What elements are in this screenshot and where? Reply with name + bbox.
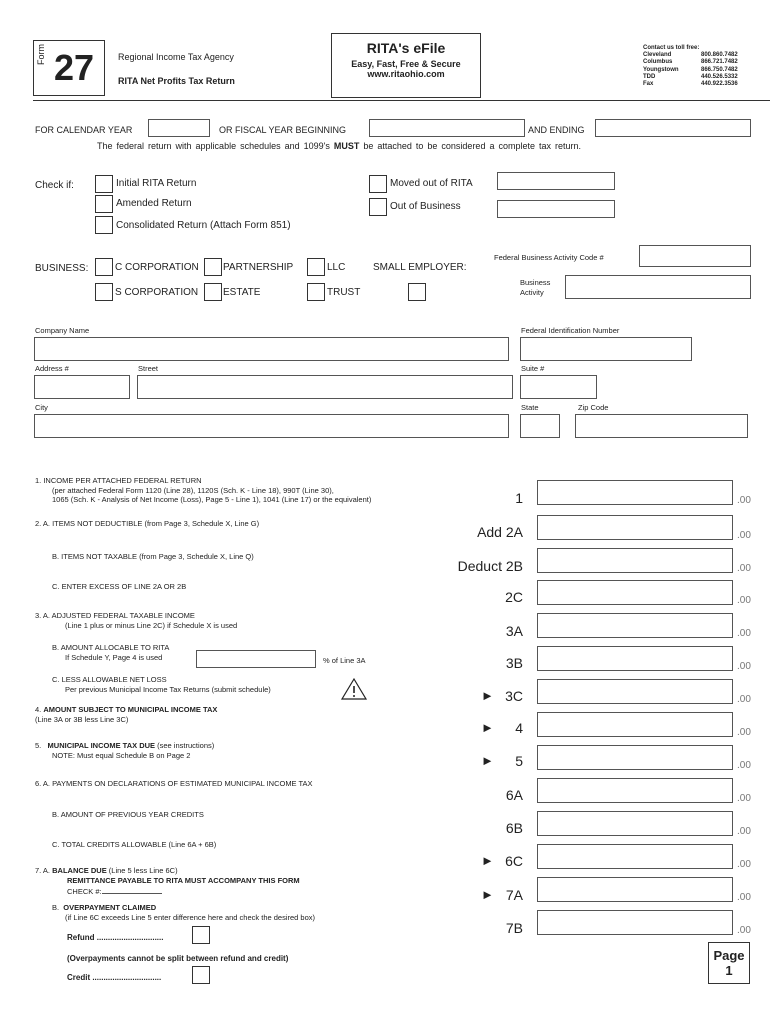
line-1-number: 1 xyxy=(515,490,523,506)
form-number-box xyxy=(33,40,105,96)
check-number-field[interactable] xyxy=(102,886,162,894)
arrow-icon: ► xyxy=(481,887,494,902)
out-of-business-date-input[interactable] xyxy=(497,200,615,218)
moved-out-checkbox[interactable] xyxy=(369,175,387,193)
business-label: BUSINESS: xyxy=(35,263,89,274)
line-5-title: MUNICIPAL INCOME TAX DUE xyxy=(47,741,156,750)
city-label: City xyxy=(35,403,48,412)
arrow-icon: ► xyxy=(481,720,494,735)
contact-block xyxy=(643,45,763,88)
out-of-business-checkbox[interactable] xyxy=(369,198,387,216)
street-input[interactable] xyxy=(137,375,513,399)
page-number-box xyxy=(708,942,750,984)
line-6b-amount-input[interactable] xyxy=(537,811,733,836)
warning-icon xyxy=(340,677,368,701)
s-corp-label: S CORPORATION xyxy=(115,287,199,298)
line-2b-cents: .00 xyxy=(737,563,751,574)
line-2b-amount-input[interactable] xyxy=(537,548,733,573)
line-7b-cents: .00 xyxy=(737,925,751,936)
check-number-label: CHECK #: xyxy=(67,887,102,896)
zip-input[interactable] xyxy=(575,414,748,438)
line-4-number-label: 4 xyxy=(515,720,523,736)
line-3b-sub: If Schedule Y, Page 4 is used xyxy=(65,653,163,662)
header-divider xyxy=(33,100,770,101)
contact-city: Fax xyxy=(643,81,654,88)
line-2a-description: 2. A. ITEMS NOT DEDUCTIBLE (from Page 3, Schedule X, Line G) xyxy=(35,519,260,528)
line-3a-title: 3. A. ADJUSTED FEDERAL TAXABLE INCOME xyxy=(35,611,195,620)
estate-checkbox[interactable] xyxy=(204,283,222,301)
amended-return-label: Amended Return xyxy=(116,198,192,209)
line-1-amount-input[interactable] xyxy=(537,480,733,505)
line-7a-rest: (Line 5 less Line 6C) xyxy=(106,866,178,875)
agency-name: Regional Income Tax Agency xyxy=(118,52,234,62)
llc-checkbox[interactable] xyxy=(307,258,325,276)
line-7b-sub: (if Line 6C exceeds Line 5 enter difference here and check the desired box) xyxy=(65,913,316,922)
line-1-sub1: (per attached Federal Form 1120 (Line 28), 1120S (Sch. K - Line 18), 990T (Line 30), xyxy=(52,485,334,495)
trust-label: TRUST xyxy=(327,287,361,298)
line-4-number: 4. xyxy=(35,705,42,714)
estate-label: ESTATE xyxy=(223,287,261,298)
line-1-title: 1. INCOME PER ATTACHED FEDERAL RETURN xyxy=(35,476,202,485)
line-7b-amount-input[interactable] xyxy=(537,910,733,935)
llc-label: LLC xyxy=(327,262,346,273)
form-label: Form xyxy=(36,44,46,65)
arrow-icon: ► xyxy=(481,853,494,868)
efile-subtitle: Easy, Fast, Free & Secure xyxy=(351,59,461,69)
line-6b-number: 6B xyxy=(505,820,523,836)
contact-phone: 866.750.7482 xyxy=(701,66,738,73)
partnership-label: PARTNERSHIP xyxy=(223,262,294,273)
line-1-sub2: 1065 (Sch. K - Analysis of Net Income (Loss), Page 5 - Line 1), 1041 (Line 17) or the equivalent) xyxy=(52,495,372,504)
line-3a-number: 3A xyxy=(505,623,523,639)
line-6c-amount-input[interactable] xyxy=(537,844,733,869)
fein-label: Federal Identification Number xyxy=(521,326,620,335)
line-7b-prefix: B. xyxy=(52,903,60,912)
line-3c-number: 3C xyxy=(505,688,523,704)
contact-city: Columbus xyxy=(643,59,673,66)
address-number-label: Address # xyxy=(35,364,69,373)
line-2c-amount-input[interactable] xyxy=(537,580,733,605)
line-3a-description xyxy=(35,611,237,630)
initial-return-label: Initial RITA Return xyxy=(116,178,197,189)
line-6b-description: B. AMOUNT OF PREVIOUS YEAR CREDITS xyxy=(52,810,204,819)
form-title: RITA Net Profits Tax Return xyxy=(118,76,235,86)
line-7a-cents: .00 xyxy=(737,892,751,903)
moved-out-date-input[interactable] xyxy=(497,172,615,190)
refund-label: Refund .............................. xyxy=(67,933,164,942)
line-2a-amount-input[interactable] xyxy=(537,515,733,540)
line-7a-description xyxy=(35,866,300,897)
state-input[interactable] xyxy=(520,414,560,438)
contact-phone: 866.721.7482 xyxy=(701,59,738,66)
credit-checkbox[interactable] xyxy=(192,966,210,984)
arrow-icon: ► xyxy=(481,753,494,768)
business-activity-label xyxy=(520,278,550,298)
line-2a-cents: .00 xyxy=(737,530,751,541)
suite-label: Suite # xyxy=(521,364,545,373)
line-6c-description: C. TOTAL CREDITS ALLOWABLE (Line 6A + 6B) xyxy=(52,840,217,849)
line-5-number: 5. xyxy=(35,741,42,750)
line-3c-description xyxy=(52,675,271,695)
line-4-cents: .00 xyxy=(737,727,751,738)
line-3a-sub: (Line 1 plus or minus Line 2C) if Schedule X is used xyxy=(65,620,238,630)
notice-must: MUST xyxy=(333,141,360,151)
efile-title: RITA's eFile xyxy=(366,40,446,56)
credit-label: Credit ............................... xyxy=(67,973,162,982)
line-4-description xyxy=(35,705,217,725)
s-corp-checkbox[interactable] xyxy=(95,283,113,301)
line-6c-cents: .00 xyxy=(737,859,751,870)
state-label: State xyxy=(521,403,539,412)
page-label: Page xyxy=(713,948,745,963)
line-2c-description: C. ENTER EXCESS OF LINE 2A OR 2B xyxy=(52,582,187,591)
line-6a-number: 6A xyxy=(505,787,523,803)
line-6b-cents: .00 xyxy=(737,826,751,837)
line-3b-amount-input[interactable] xyxy=(537,646,733,671)
page-number: 1 xyxy=(725,963,733,978)
consolidated-return-label: Consolidated Return (Attach Form 851) xyxy=(116,220,291,231)
line-7b-title: OVERPAYMENT CLAIMED xyxy=(63,903,157,912)
arrow-icon: ► xyxy=(481,688,494,703)
overpayment-split-note: (Overpayments cannot be split between refund and credit) xyxy=(67,954,289,963)
line-2b-description: B. ITEMS NOT TAXABLE (from Page 3, Schedule X, Line Q) xyxy=(52,552,254,561)
line-4-sub: (Line 3A or 3B less Line 3C) xyxy=(35,715,129,724)
fiscal-end-input[interactable] xyxy=(595,119,751,137)
line-4-title: AMOUNT SUBJECT TO MUNICIPAL INCOME TAX xyxy=(43,705,218,714)
line-6a-description: 6. A. PAYMENTS ON DECLARATIONS OF ESTIMATED MUNICIPAL INCOME TAX xyxy=(35,779,313,788)
address-number-input[interactable] xyxy=(34,375,130,399)
business-activity-input[interactable] xyxy=(565,275,751,299)
notice-text: The federal return with applicable schedules and 1099's xyxy=(97,141,334,151)
line-3b-description xyxy=(52,643,169,663)
company-name-label: Company Name xyxy=(35,326,90,335)
line-7b-description xyxy=(52,903,315,923)
fiscal-year-label: OR FISCAL YEAR BEGINNING xyxy=(219,125,347,135)
fein-input[interactable] xyxy=(520,337,692,361)
contact-city: TDD xyxy=(643,73,656,80)
company-name-input[interactable] xyxy=(34,337,509,361)
line-5-cents: .00 xyxy=(737,760,751,771)
activity-code-input[interactable] xyxy=(639,245,751,267)
line-6c-number: 6C xyxy=(505,853,523,869)
consolidated-return-checkbox[interactable] xyxy=(95,216,113,234)
line-3c-cents: .00 xyxy=(737,694,751,705)
small-employer-checkbox[interactable] xyxy=(408,283,426,301)
activity-code-label: Federal Business Activity Code # xyxy=(494,253,604,262)
line-6a-amount-input[interactable] xyxy=(537,778,733,803)
calendar-year-label: FOR CALENDAR YEAR xyxy=(35,125,133,135)
c-corp-label: C CORPORATION xyxy=(115,262,199,273)
street-label: Street xyxy=(138,364,159,373)
line-2c-number: 2C xyxy=(505,589,523,605)
zip-label: Zip Code xyxy=(578,403,609,412)
line-3b-cents: .00 xyxy=(737,661,751,672)
line-5-amount-input[interactable] xyxy=(537,745,733,770)
notice-text-end: be attached to be considered a complete tax return. xyxy=(359,141,581,151)
contact-title: Contact us toll free: xyxy=(643,45,700,51)
line-1-cents: .00 xyxy=(737,495,751,506)
efile-box xyxy=(331,33,481,98)
line-5-number-label: 5 xyxy=(515,753,523,769)
business-activity-line2: Activity xyxy=(520,288,544,297)
line-6a-cents: .00 xyxy=(737,793,751,804)
contact-city: Cleveland xyxy=(643,52,672,59)
line-4-amount-input[interactable] xyxy=(537,712,733,737)
line-2c-cents: .00 xyxy=(737,595,751,606)
line-2a-number: Add 2A xyxy=(477,524,523,540)
federal-return-notice xyxy=(97,141,581,151)
line-3b-title: B. AMOUNT ALLOCABLE TO RITA xyxy=(52,643,170,652)
line-5-sub: NOTE: Must equal Schedule B on Page 2 xyxy=(52,751,191,760)
partnership-checkbox[interactable] xyxy=(204,258,222,276)
line-1-description xyxy=(35,476,371,505)
efile-url[interactable]: www.ritaohio.com xyxy=(367,69,445,79)
amended-return-checkbox[interactable] xyxy=(95,195,113,213)
line-3c-amount-input[interactable] xyxy=(537,679,733,704)
c-corp-checkbox[interactable] xyxy=(95,258,113,276)
trust-checkbox[interactable] xyxy=(307,283,325,301)
contact-phone: 800.860.7482 xyxy=(701,52,738,59)
moved-out-label: Moved out of RITA xyxy=(390,178,473,189)
line-7a-prefix: 7. A. xyxy=(35,866,51,875)
line-3a-amount-input[interactable] xyxy=(537,613,733,638)
check-if-label: Check if: xyxy=(35,180,74,191)
line-3b-percent-input[interactable] xyxy=(196,650,316,668)
suite-input[interactable] xyxy=(520,375,597,399)
line-7a-title: BALANCE DUE xyxy=(52,866,107,875)
and-ending-label: AND ENDING xyxy=(528,125,585,135)
form-number: 27 xyxy=(54,47,95,88)
line-7a-remittance: REMITTANCE PAYABLE TO RITA MUST ACCOMPANY THIS FORM xyxy=(67,876,300,885)
contact-city: Youngstown xyxy=(643,66,679,73)
line-3b-percent-label: % of Line 3A xyxy=(323,656,366,665)
business-activity-line1: Business xyxy=(520,278,551,287)
line-7a-amount-input[interactable] xyxy=(537,877,733,902)
fiscal-begin-input[interactable] xyxy=(369,119,525,137)
contact-phone: 440.526.5332 xyxy=(701,73,738,80)
line-3c-sub: Per previous Municipal Income Tax Returns (submit schedule) xyxy=(65,685,271,694)
line-5-description xyxy=(35,741,214,761)
calendar-year-input[interactable] xyxy=(148,119,210,137)
line-3a-cents: .00 xyxy=(737,628,751,639)
line-3b-number: 3B xyxy=(505,655,523,671)
line-2b-number: Deduct 2B xyxy=(457,558,523,574)
line-3c-title: C. LESS ALLOWABLE NET LOSS xyxy=(52,675,167,684)
contact-phone: 440.922.3536 xyxy=(701,81,738,88)
line-7b-number: 7B xyxy=(505,920,523,936)
city-input[interactable] xyxy=(34,414,509,438)
line-5-rest: (see instructions) xyxy=(155,741,215,750)
initial-return-checkbox[interactable] xyxy=(95,175,113,193)
line-7a-number: 7A xyxy=(505,887,523,903)
out-of-business-label: Out of Business xyxy=(390,201,461,212)
small-employer-label: SMALL EMPLOYER: xyxy=(373,262,467,273)
refund-checkbox[interactable] xyxy=(192,926,210,944)
